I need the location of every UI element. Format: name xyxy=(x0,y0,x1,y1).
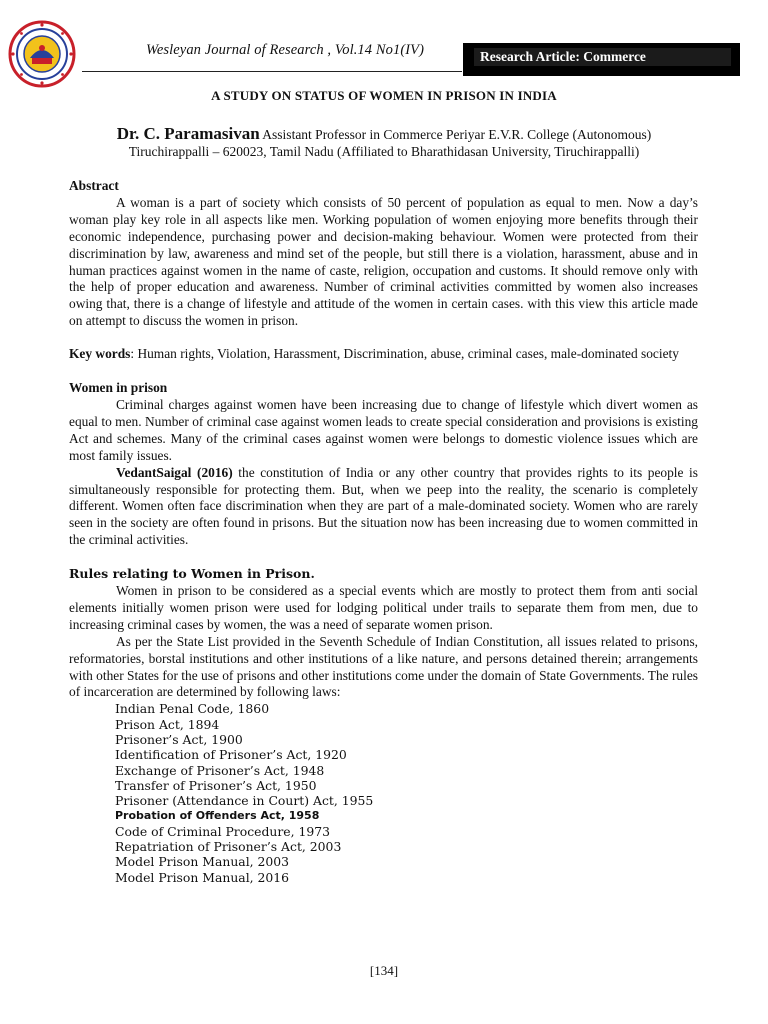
section-heading-rules: Rules relating to Women in Prison. xyxy=(69,566,315,582)
list-item: Probation of Offenders Act, 1958 xyxy=(115,809,320,823)
page-number: [134] xyxy=(369,963,399,978)
paper-body xyxy=(69,178,698,885)
journal-logo xyxy=(8,20,76,88)
list-item: Prison Act, 1894 xyxy=(115,716,220,732)
author-affiliation: Tiruchirappalli – 620023, Tamil Nadu (Affiliated to Bharathidasan University, Tiruchirappalli) xyxy=(128,144,640,159)
abstract-heading: Abstract xyxy=(69,178,119,193)
section2-paragraph: Women in prison to be considered as a special events which are mostly to protect them from anti social elements initially women prison were used for lodging political under trails to separate them from men, due to increasing criminal cases by women, the was a need of separate women prison. xyxy=(69,583,698,632)
citation-text: the constitution of India or any other country that provides rights to its people is simultaneously responsible for protecting them. But, when we peep into the reality, the scenario is completely different. Women often face discrimination when they are part of a male-dominated society. Women who are rarely seen in the society are often found in prisons. But the situation now has been increasing due to women committed in the criminal activities. xyxy=(69,464,698,548)
list-item: Repatriation of Prisoner’s Act, 2003 xyxy=(115,839,342,855)
keywords-label: Key words xyxy=(69,346,131,362)
list-item: Model Prison Manual, 2016 xyxy=(115,869,290,885)
section2-paragraph: As per the State List provided in the Seventh Schedule of Indian Constitution, all issues related to prisons, reformatories, borstal institutions and other institutions of a like nature, and persons detained therein; arrangements with other States for the use of prisons and other institutions come under the domain of State Governments. The rules of incarceration are determined by following laws: xyxy=(69,633,698,700)
abstract-text: A woman is a part of society which consists of 50 percent of population as equal to men. Now a day’s woman play key role in all aspects like men. Working population of women enjoying more benefits through their economic independence, purchasing power and decision-making behaviour. Women were protected from their discrimination by law, awareness and mind set of the people, but still there is a violation, harassment, abuse and in human practices against women in the name of caste, religion, occupation and customs. It should remove only with the help of proper education and awareness. Number of criminal activities committed by women also increases owing that, there is a change of lifestyle and attitude of the women in certain cases. with this view this article made on attempt to discuss the women in prison. xyxy=(69,194,698,329)
section1-paragraph-citation xyxy=(69,465,698,550)
section-heading-women-in-prison: Women in prison xyxy=(69,380,168,396)
list-item: Transfer of Prisoner’s Act, 1950 xyxy=(115,777,317,793)
list-item: Exchange of Prisoner’s Act, 1948 xyxy=(115,762,325,778)
author-position: Assistant Professor in Commerce Periyar E.V.R. College (Autonomous) xyxy=(259,127,652,142)
author-line xyxy=(0,124,768,144)
keywords xyxy=(69,346,698,363)
list-item: Code of Criminal Procedure, 1973 xyxy=(115,823,331,839)
article-type-label: Research Article: Commerce xyxy=(474,48,731,66)
paper-title: A STUDY ON STATUS OF WOMEN IN PRISON IN INDIA xyxy=(211,88,557,103)
list-item: Identification of Prisoner’s Act, 1920 xyxy=(115,747,347,763)
list-item: Prisoner’s Act, 1900 xyxy=(115,731,243,747)
journal-citation: Wesleyan Journal of Research , Vol.14 No1(IV) xyxy=(146,42,425,58)
list-item: Prisoner (Attendance in Court) Act, 1955 xyxy=(115,793,374,809)
citation-vedantsaigal: VedantSaigal (2016) xyxy=(116,464,233,480)
keywords-text: : Human rights, Violation, Harassment, Discrimination, abuse, criminal cases, male-dominated society xyxy=(130,346,679,362)
author-name: Dr. C. Paramasivan xyxy=(116,124,260,143)
laws-list xyxy=(69,701,698,885)
list-item: Indian Penal Code, 1860 xyxy=(115,701,270,717)
header-rule xyxy=(82,71,462,72)
list-item: Model Prison Manual, 2003 xyxy=(115,854,290,870)
section1-paragraph: Criminal charges against women have been increasing due to change of lifestyle which divert women as equal to men. Number of criminal case against women leads to create special consideration and provisions is existing Act and schemes. Many of the criminal cases against women were belongs to domestic violence issues which are most family issues. xyxy=(69,396,698,463)
